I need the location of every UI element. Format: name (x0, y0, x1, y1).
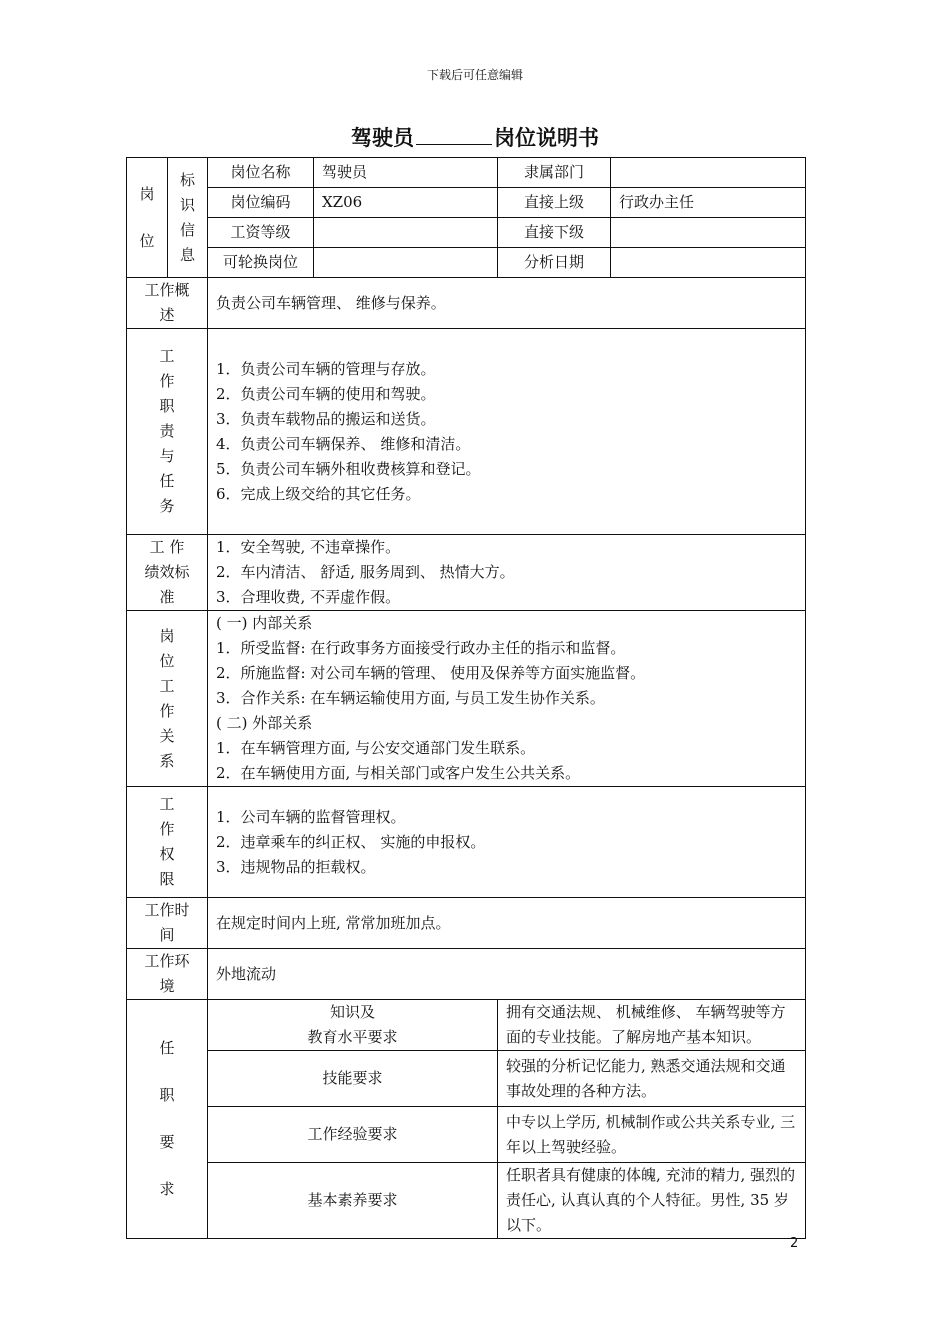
work-time-text: 在规定时间内上班, 常常加班加点。 (208, 898, 806, 949)
list-item: 6．完成上级交给的其它任务。 (216, 484, 421, 503)
performance-label: 工 作 绩效标 准 (127, 535, 208, 611)
environment-text: 外地流动 (208, 949, 806, 1000)
field-value (611, 218, 806, 248)
field-label: 可轮换岗位 (208, 248, 314, 278)
page-title (0, 122, 950, 152)
list-item: 1．所受监督: 在行政事务方面接受行政办主任的指示和监督。 (216, 639, 626, 657)
list-item: 3．负责车载物品的搬运和送货。 (216, 409, 436, 428)
list-item: ( 二) 外部关系 (216, 714, 313, 732)
list-item: 4．负责公司车辆保养、 维修和清洁。 (216, 434, 471, 453)
duties-label: 工 作 职 责 与 任 务 (127, 329, 208, 535)
qualification-text: 任职者具有健康的体魄, 充沛的精力, 强烈的责任心, 认真认真的个人特征。男性, 35 岁以下。 (498, 1163, 806, 1239)
title-blank (416, 126, 492, 145)
id-sub-label: 标 识 信 息 (168, 158, 208, 278)
title-position: 驾驶员 (351, 125, 414, 150)
authority-list (208, 787, 806, 898)
field-value (314, 248, 498, 278)
field-value (611, 248, 806, 278)
performance-list (208, 535, 806, 611)
field-label: 岗位编码 (208, 188, 314, 218)
summary-label: 工作概 述 (127, 278, 208, 329)
field-value: 驾驶员 (314, 158, 498, 188)
qualification-row (127, 1000, 806, 1051)
field-label: 分析日期 (498, 248, 611, 278)
list-item: 3．合理收费, 不弄虚作假。 (216, 588, 401, 606)
field-label: 直接下级 (498, 218, 611, 248)
list-item: 2．在车辆使用方面, 与相关部门或客户发生公共关系。 (216, 764, 581, 782)
title-doc-name: 岗位说明书 (494, 125, 599, 150)
duties-list (208, 329, 806, 535)
environment-row (127, 949, 806, 1000)
relations-row (127, 611, 806, 787)
page-number: 2 (790, 1236, 799, 1251)
list-item: 2．所施监督: 对公司车辆的管理、 使用及保养等方面实施监督。 (216, 664, 646, 682)
field-value: XZ06 (314, 188, 498, 218)
field-label: 工资等级 (208, 218, 314, 248)
qualification-label: 技能要求 (208, 1051, 498, 1107)
list-item: 1．公司车辆的监督管理权。 (216, 807, 406, 826)
qualification-row (127, 1163, 806, 1239)
id-row-3 (127, 218, 806, 248)
list-item: 3．合作关系: 在车辆运输使用方面, 与员工发生协作关系。 (216, 689, 605, 707)
qualification-row (127, 1107, 806, 1163)
qualification-text: 中专以上学历, 机械制作或公共关系专业, 三年以上驾驶经验。 (498, 1107, 806, 1163)
id-row-2 (127, 188, 806, 218)
list-item: ( 一) 内部关系 (216, 614, 313, 632)
qualification-label: 知识及 教育水平要求 (208, 1000, 498, 1051)
environment-label: 工作环 境 (127, 949, 208, 1000)
work-time-label: 工作时 间 (127, 898, 208, 949)
list-item: 2．违章乘车的纠正权、 实施的申报权。 (216, 832, 486, 851)
list-item: 1．安全驾驶, 不违章操作。 (216, 538, 401, 556)
list-item: 1．负责公司车辆的管理与存放。 (216, 359, 436, 378)
list-item: 5．负责公司车辆外租收费核算和登记。 (216, 459, 481, 478)
list-item: 1．在车辆管理方面, 与公安交通部门发生联系。 (216, 739, 536, 757)
field-label: 直接上级 (498, 188, 611, 218)
qualifications-label: 任 职 要 求 (127, 1000, 208, 1239)
field-label: 隶属部门 (498, 158, 611, 188)
header-note: 下载后可任意编辑 (426, 68, 523, 82)
list-item: 2．车内清洁、 舒适, 服务周到、 热情大方。 (216, 563, 515, 581)
relations-label: 岗 位 工 作 关 系 (127, 611, 208, 787)
relations-list (208, 611, 806, 787)
qualification-label: 工作经验要求 (208, 1107, 498, 1163)
job-description-table (126, 157, 806, 1239)
id-row-4 (127, 248, 806, 278)
qualification-text: 拥有交通法规、 机械维修、 车辆驾驶等方面的专业技能。了解房地产基本知识。 (498, 1000, 806, 1051)
field-value (611, 158, 806, 188)
list-item: 3．违规物品的拒载权。 (216, 857, 376, 876)
authority-row (127, 787, 806, 898)
duties-row (127, 329, 806, 535)
qualification-label: 基本素养要求 (208, 1163, 498, 1239)
id-row-1 (127, 158, 806, 188)
performance-row (127, 535, 806, 611)
field-value (314, 218, 498, 248)
work-time-row (127, 898, 806, 949)
qualification-text: 较强的分析记忆能力, 熟悉交通法规和交通事故处理的各种方法。 (498, 1051, 806, 1107)
id-side-label: 岗 位 (127, 158, 168, 278)
summary-row (127, 278, 806, 329)
authority-label: 工 作 权 限 (127, 787, 208, 898)
field-label: 岗位名称 (208, 158, 314, 188)
list-item: 2．负责公司车辆的使用和驾驶。 (216, 384, 436, 403)
summary-text: 负责公司车辆管理、 维修与保养。 (208, 278, 806, 329)
qualification-row (127, 1051, 806, 1107)
field-value: 行政办主任 (611, 188, 806, 218)
